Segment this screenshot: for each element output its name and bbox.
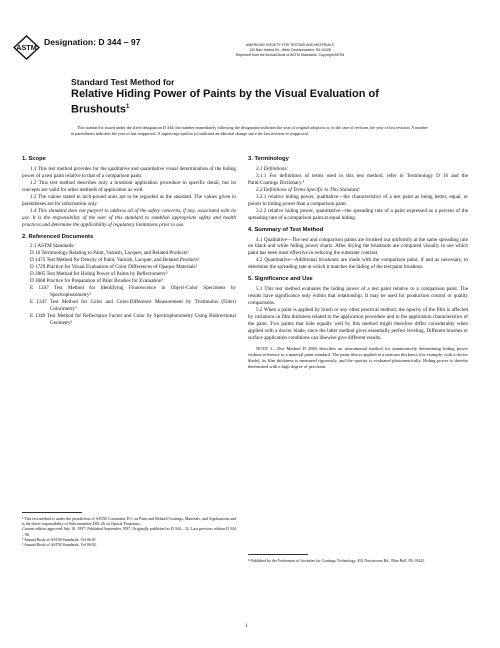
section-heading-scope: 1. Scope [22,156,46,162]
para-3-1-1: 3.1.1 For definitions of terms used in this test method, refer to Terminology D 16 and the Paint/Coatings Dictionary.⁴ [248,172,468,186]
para-5-2: 5.2 When a paint is applied by brush or any other practical method, the opacity of the film is affected by variations in film thickness related to the application procedure and to the application characteristics of the paint. Two paints that hide equally well by this method might therefore differ considerably when applied with a doctor blade, since the latter method gives essentially perfect leveling. Different brushes or surface application conditions can likewise give different results. [248,307,468,341]
designation: Designation: D 344 – 97 [44,37,141,47]
footnotes-right [248,558,468,563]
para-3-1: 3.1 Definitions: [256,165,289,172]
footnote-rule-left [22,512,82,513]
section-heading-references: 2. Referenced Documents [22,233,94,240]
reference-item: E 1347 Test Method for Color and Color-Difference Measurement by Tristimulus (Filter) Colorimetry² [30,299,236,313]
right-column [248,156,468,370]
section-heading-summary: 4. Summary of Test Method [248,226,324,233]
document-title [71,77,401,116]
reference-item: D 16 Terminology Relating to Paint, Varnish, Lacquer, and Related Products² [30,250,189,257]
title-line-2: Relative Hiding Power of Paints by the Visual Evaluation of [71,88,379,100]
footnote: ¹ This test method is under the jurisdiction of ASTM Committee D-1 on Paint and Related Coatings, Materials, and Applications and is the direct responsibility of Subcommittee D01.26 on Optical Properties. [22,516,236,527]
footnote: ² Annual Book of ASTM Standards, Vol 06.01. [22,536,97,542]
title-footnote-mark: 1 [126,103,130,110]
footnote-rule-right [248,554,308,555]
reference-item: D 1475 Test Method for Density of Paint, Varnish, Lacquer, and Related Products² [30,257,200,264]
reference-item: D 3068 Practice for Preparation of Paint Brushes for Evaluation³ [30,278,164,285]
publisher-line-2: 100 Barr Harbor Dr., West Conshohocken, PA 19428 [249,48,331,52]
svg-text:ASTM: ASTM [16,43,37,53]
footnotes-left [22,516,236,547]
left-column [22,156,236,327]
para-3-2: 3.2 Definitions of Terms Specific to This Standard: [256,186,361,193]
section-heading-significance: 5. Significance and Use [248,276,313,283]
reference-item: D 1729 Practice for Visual Evaluation of Color Differences of Opaque Materials² [30,264,198,271]
para-3-2-1: 3.2.1 relative hiding power, qualitative—the characteristics of a test paint as being better, equal, or poorer in hiding power than a comparison paint. [248,193,468,207]
title-line-3: Brushouts [71,103,126,116]
para-1-4: 1.4 This standard does not purport to address all of the safety concerns, if any, associated with its use. It is the responsibility of the user of this standard to establish appropriate safety and health practices and determine the applicability of regulatory limitations prior to use. [22,207,236,228]
astm-logo [13,35,40,60]
para-4-1: 4.1 Qualitative—The test and comparison paints are brushed out uniformly at the same spreading rate on black and white hiding power charts. After drying the brushouts are compared visually to see which paint has been most effective in reducing the substrate contrast. [248,236,468,257]
footnote: Current edition approved July 10, 1997. Published September 1997. Originally published as D 344 – 32. Last previous edition D 344 – 96. [22,526,236,537]
para-3-2-2: 3.2.2 relative hiding power, quantitative—the spreading rate of a paint expressed as a percent of the spreading rate of a comparison paint at equal hiding. [248,207,468,221]
section-heading-terminology: 3. Terminology [248,156,289,162]
reference-item: E 1349 Test Method for Reflectance Factor and Color by Spectrophotometry Using Bidirectional Geometry² [30,313,236,326]
page-number: 1 [245,624,248,629]
standard-note: This standard is issued under the fixed designation D 344; the number immediately following the designation indicates the year of original adoption or, in the case of revision, the year of last revision. A number in parentheses indicates the year of last reapproval. A superscript epsilon (ε) indicates an editorial change since the last revision or reapproval. [71,125,428,137]
para-1-3: 1.3 The values stated in inch-pound units are to be regarded as the standard. The values given in parentheses are for information only. [22,193,236,207]
publisher-line-1: AMERICAN SOCIETY FOR TESTING AND MATERIALS [246,43,334,47]
publisher-line-3: Reprinted from the Annual Book of ASTM Standards. Copyright ASTM [235,53,345,57]
para-4-2: 4.2 Quantitative—Additional brushouts are made with the comparison paint, if and as necessary, to determine the spreading rate at which it matches the hiding of the test paint brushout. [248,257,468,271]
para-2-1: 2.1 ASTM Standards: [30,243,75,250]
footnote: ⁴ Published by the Federation of Societies for Coatings Technology, 492 Norristown Rd., Blue Bell, PA 19422. [248,558,425,563]
title-line-1: Standard Test Method for [71,77,175,87]
para-1-1: 1.1 This test method provides for the qualitative and quantitative visual determination of the hiding power of a test paint relative to that of a comparison paint. [22,165,236,179]
note-1: NOTE 1—Test Method D 2805 describes an instrumental method for quantitatively determining hiding power without reference to a material paint standard. The paint film is applied at a uniform thickness (for example, with a doctor blade), its film thickness is measured rigorously, and the opacity is evaluated photometrically. Hiding power is thereby determined with a high degree of precision. [248,345,468,369]
reference-item: D 2805 Test Method for Hiding Power of Paints by Reflectometry² [30,271,168,278]
reference-item: E 1247 Test Method for Identifying Fluorescence in Object-Color Specimens by Spectrophotometry² [30,285,236,299]
para-5-1: 5.1 This test method evaluates the hiding power of a test paint relative to a comparison paint. The results have significance only within that relationship. It may be used for production control or quality comparisons. [248,286,468,307]
footnote: ³ Annual Book of ASTM Standards, Vol 06.02. [22,542,97,548]
para-1-2: 1.2 This test method describes only a brushout application procedure in specific detail, but its concepts are valid for other methods of application as well. [22,179,236,193]
